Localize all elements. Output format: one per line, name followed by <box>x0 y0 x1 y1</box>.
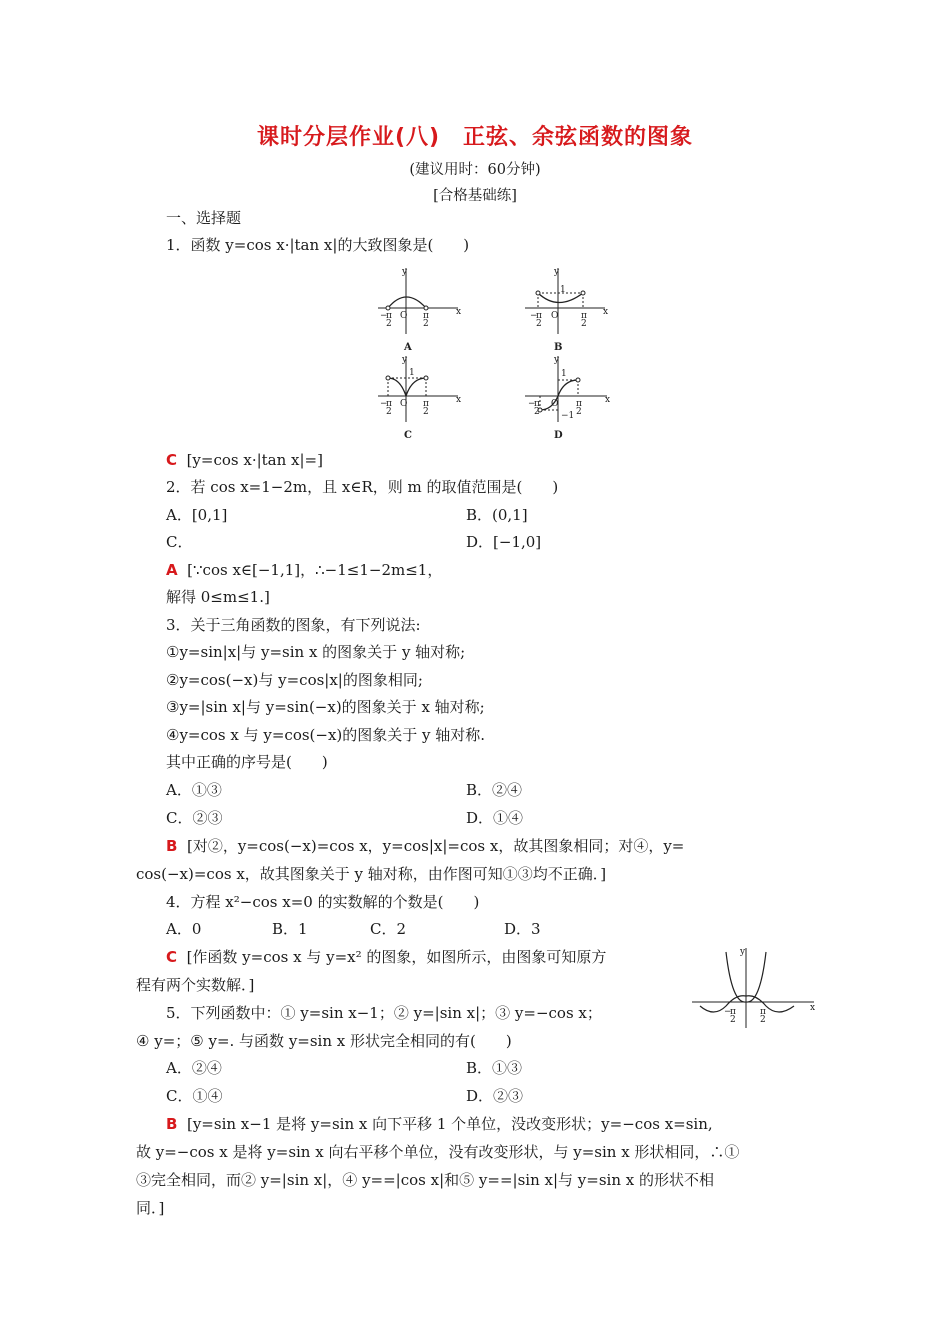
svg-text:−: − <box>380 399 388 409</box>
q3-answer-line <box>166 836 684 856</box>
q4-explain-2: 程有两个实数解．] <box>136 976 255 994</box>
svg-text:O: O <box>400 399 408 409</box>
svg-text:2: 2 <box>423 319 429 329</box>
svg-text:x: x <box>456 395 462 405</box>
svg-text:2: 2 <box>386 319 392 329</box>
svg-text:x: x <box>456 307 462 317</box>
q1-explain: [y=cos x·|tan x|=] <box>186 451 323 469</box>
section-heading: 一、选择题 <box>166 209 242 227</box>
page-title: 课时分层作业(八) 正弦、余弦函数的图象 <box>256 125 694 150</box>
q1-graphs <box>370 262 620 444</box>
q4-explain-1: [作函数 y=cos x 与 y=x² 的图象，如图所示，由图象可知原方 <box>186 948 607 966</box>
svg-text:π: π <box>536 311 542 321</box>
svg-text:2: 2 <box>760 1015 766 1025</box>
svg-text:x: x <box>810 1003 816 1013</box>
svg-text:−: − <box>530 311 538 321</box>
q3-explain-1: [对②，y=cos(−x)=cos x，y=cos|x|=cos x，故其图象相同；对④，y= <box>186 837 685 855</box>
svg-text:π: π <box>760 1007 766 1017</box>
q5-option-a: A．②④ <box>166 1059 222 1077</box>
svg-text:2: 2 <box>423 407 429 417</box>
svg-text:O: O <box>400 311 408 321</box>
q2-explain-1: [∵cos x∈[−1,1]，∴−1≤1−2m≤1， <box>187 561 443 579</box>
q3-stem: 3．关于三角函数的图象，有下列说法: <box>166 616 421 634</box>
q5-option-c: C．①④ <box>166 1087 223 1105</box>
svg-text:π: π <box>576 399 582 409</box>
svg-text:2: 2 <box>386 407 392 417</box>
q3-item-4: ④y=cos x 与 y=cos(−x)的图象关于 y 轴对称. <box>166 726 486 744</box>
svg-text:2: 2 <box>534 407 540 417</box>
svg-text:π: π <box>534 399 540 409</box>
svg-text:−1: −1 <box>561 411 575 421</box>
svg-text:y: y <box>554 267 560 277</box>
q4-option-c: C．2 <box>370 920 407 938</box>
svg-text:1: 1 <box>409 368 415 378</box>
graph-label-c: C <box>404 430 412 441</box>
q5-answer-line <box>166 1114 713 1134</box>
svg-text:−: − <box>724 1007 732 1017</box>
q3-item-1: ①y=sin|x|与 y=sin x 的图象关于 y 轴对称; <box>166 643 466 661</box>
q4-answer: C <box>166 948 178 966</box>
q5-stem-1: 5．下列函数中：① y=sin x−1；② y=|sin x|；③ y=−cos x； <box>166 1004 602 1022</box>
q5-explain-2: 故 y=−cos x 是将 y=sin x 向右平移个单位，没有改变形状，与 y=sin x 形状相同，∴① <box>136 1143 740 1161</box>
q4-option-a: A．0 <box>166 920 202 938</box>
q1-answer-line <box>166 450 323 470</box>
q4-option-d: D．3 <box>504 920 541 938</box>
q2-option-d: D．[−1,0] <box>466 533 542 551</box>
q3-option-b: B．②④ <box>466 781 523 799</box>
svg-text:O: O <box>551 311 559 321</box>
q2-answer: A <box>166 561 178 579</box>
q2-option-c: C． <box>166 533 193 551</box>
svg-text:π: π <box>581 311 587 321</box>
svg-text:−: − <box>380 311 388 321</box>
q2-answer-line <box>166 560 442 580</box>
q4-graph <box>690 944 820 1030</box>
svg-text:y: y <box>402 355 408 365</box>
graph-label-d: D <box>554 430 563 441</box>
q5-option-b: B．①③ <box>466 1059 523 1077</box>
q2-stem: 2．若 cos x=1−2m，且 x∈R，则 m 的取值范围是( ) <box>166 478 559 496</box>
svg-text:2: 2 <box>581 319 587 329</box>
svg-text:π: π <box>423 311 429 321</box>
q5-option-d: D．②③ <box>466 1087 524 1105</box>
q2-explain-2: 解得 0≤m≤1.] <box>166 588 270 606</box>
svg-text:O: O <box>551 399 559 409</box>
q5-stem-2: ④ y=；⑤ y=. 与函数 y=sin x 形状完全相同的有( ) <box>136 1032 512 1050</box>
q3-explain-2: cos(−x)=cos x，故其图象关于 y 轴对称，由作图可知①③均不正确．] <box>136 865 607 883</box>
svg-text:y: y <box>402 267 408 277</box>
svg-text:π: π <box>386 311 392 321</box>
q5-explain-3: ③完全相同，而② y=|sin x|，④ y==|cos x|和⑤ y==|sin x|与 y=sin x 的形状不相 <box>136 1171 714 1189</box>
q3-option-d: D．①④ <box>466 809 524 827</box>
svg-text:2: 2 <box>576 407 582 417</box>
q1-answer: C <box>166 451 178 469</box>
q2-option-b: B．(0,1] <box>466 506 528 524</box>
section-label: [合格基础练] <box>433 188 517 204</box>
graph-label-b: B <box>554 342 563 353</box>
q3-option-c: C．②③ <box>166 809 223 827</box>
q3-question: 其中正确的序号是( ) <box>166 753 328 771</box>
q5-explain-1: [y=sin x−1 是将 y=sin x 向下平移 1 个单位，没改变形状；y=−cos x=sin, <box>186 1115 713 1133</box>
svg-text:π: π <box>730 1007 736 1017</box>
q4-stem: 4．方程 x²−cos x=0 的实数解的个数是( ) <box>166 893 480 911</box>
q2-option-a: A．[0,1] <box>166 506 228 524</box>
q1-stem: 1．函数 y=cos x·|tan x|的大致图象是( ) <box>166 236 470 254</box>
q5-explain-4: 同．] <box>136 1199 165 1217</box>
svg-text:−: − <box>528 399 536 409</box>
svg-text:2: 2 <box>730 1015 736 1025</box>
svg-text:x: x <box>605 395 611 405</box>
svg-text:x: x <box>603 307 609 317</box>
q3-option-a: A．①③ <box>166 781 222 799</box>
svg-text:2: 2 <box>536 319 542 329</box>
svg-text:1: 1 <box>561 369 567 379</box>
suggested-time: (建议用时：60分钟) <box>409 162 541 178</box>
q3-answer: B <box>166 837 178 855</box>
q4-option-b: B．1 <box>272 920 308 938</box>
q5-answer: B <box>166 1115 178 1133</box>
q3-item-2: ②y=cos(−x)与 y=cos|x|的图象相同; <box>166 671 423 689</box>
svg-text:y: y <box>740 947 746 957</box>
q4-answer-line <box>166 947 606 967</box>
svg-text:1: 1 <box>560 285 566 295</box>
svg-text:π: π <box>386 399 392 409</box>
svg-text:y: y <box>554 355 560 365</box>
q3-item-3: ③y=|sin x|与 y=sin(−x)的图象关于 x 轴对称; <box>166 698 485 716</box>
svg-text:π: π <box>423 399 429 409</box>
graph-label-a: A <box>404 342 412 353</box>
